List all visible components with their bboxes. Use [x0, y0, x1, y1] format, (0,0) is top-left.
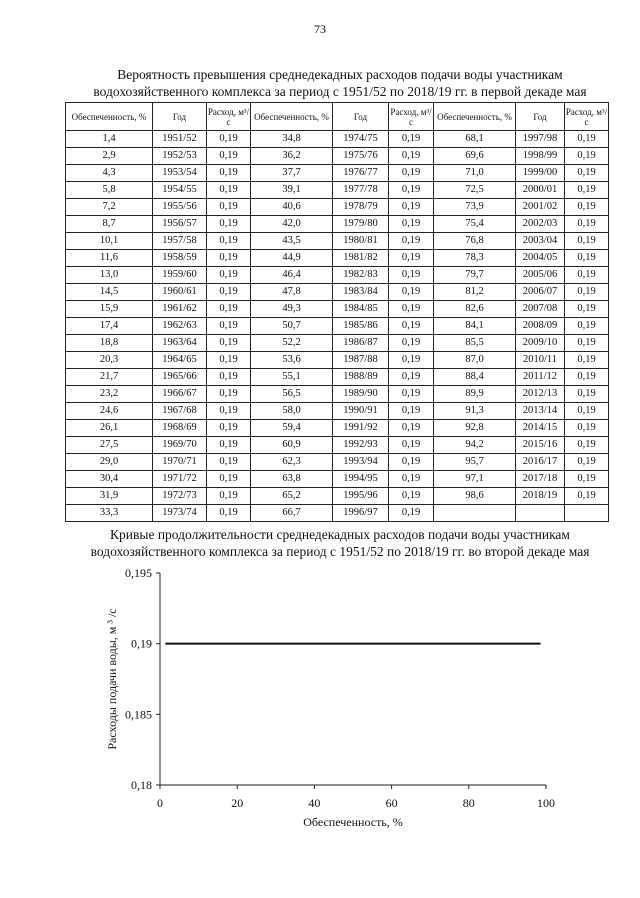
table-cell: 0,19	[207, 505, 251, 522]
y-tick-label: 0,19	[131, 636, 152, 651]
table-header-cell: Расход, м³/с	[389, 103, 434, 131]
table-cell: 2013/14	[516, 403, 565, 420]
table-cell: 76,8	[434, 233, 516, 250]
table-cell: 2018/19	[516, 488, 565, 505]
table-cell: 63,8	[251, 471, 333, 488]
table-cell: 79,7	[434, 267, 516, 284]
table-cell: 29,0	[66, 454, 153, 471]
x-tick-label: 0	[157, 796, 163, 810]
table-cell: 0,19	[207, 386, 251, 403]
x-tick-label: 60	[385, 796, 398, 810]
table-cell: 0,19	[389, 437, 434, 454]
table-header-cell: Обеспеченность, %	[251, 103, 333, 131]
table-cell: 1984/85	[333, 301, 389, 318]
table-cell: 43,5	[251, 233, 333, 250]
table-cell: 0,19	[389, 318, 434, 335]
table-cell: 0,19	[389, 335, 434, 352]
table-cell: 0,19	[207, 301, 251, 318]
table-cell: 0,19	[565, 250, 609, 267]
table-header-cell: Обеспеченность, %	[66, 103, 153, 131]
table-cell: 2002/03	[516, 216, 565, 233]
table-cell: 47,8	[251, 284, 333, 301]
chart-title-line-1: Кривые продолжительности среднедекадных расходов подачи воды участникам	[110, 527, 570, 542]
table-cell: 1971/72	[153, 471, 207, 488]
table-cell: 1960/61	[153, 284, 207, 301]
table-cell: 21,7	[66, 369, 153, 386]
table-cell: 94,2	[434, 437, 516, 454]
table-cell: 2016/17	[516, 454, 565, 471]
table-cell: 65,2	[251, 488, 333, 505]
table-cell: 10,1	[66, 233, 153, 250]
table-cell: 69,6	[434, 148, 516, 165]
table-cell: 1978/79	[333, 199, 389, 216]
x-tick-label: 100	[537, 796, 555, 810]
table-cell: 0,19	[207, 148, 251, 165]
table-cell: 18,8	[66, 335, 153, 352]
table-cell: 2017/18	[516, 471, 565, 488]
table-cell: 23,2	[66, 386, 153, 403]
x-axis-label: Обеспеченность, %	[303, 815, 403, 829]
table-cell: 0,19	[207, 403, 251, 420]
table-cell: 1990/91	[333, 403, 389, 420]
table-cell: 1983/84	[333, 284, 389, 301]
y-tick-label: 0,185	[125, 707, 152, 722]
table-cell: 0,19	[389, 471, 434, 488]
table-cell: 85,5	[434, 335, 516, 352]
table-cell: 0,19	[389, 420, 434, 437]
table-cell: 49,3	[251, 301, 333, 318]
table-cell: 44,9	[251, 250, 333, 267]
table-cell: 1987/88	[333, 352, 389, 369]
table-cell: 52,2	[251, 335, 333, 352]
table-cell: 0,19	[207, 233, 251, 250]
table-cell: 1957/58	[153, 233, 207, 250]
table-cell: 0,19	[207, 352, 251, 369]
x-tick-label: 80	[462, 796, 475, 810]
table-cell: 89,9	[434, 386, 516, 403]
table-cell: 1976/77	[333, 165, 389, 182]
table-cell: 1998/99	[516, 148, 565, 165]
table-cell: 50,7	[251, 318, 333, 335]
table-cell: 0,19	[207, 369, 251, 386]
table-cell: 55,1	[251, 369, 333, 386]
table-cell: 1973/74	[153, 505, 207, 522]
table-cell: 0,19	[389, 250, 434, 267]
x-tick-label: 20	[231, 796, 244, 810]
table-cell: 87,0	[434, 352, 516, 369]
table-cell: 2004/05	[516, 250, 565, 267]
table-cell: 2008/09	[516, 318, 565, 335]
table-cell: 1958/59	[153, 250, 207, 267]
table-cell: 0,19	[207, 335, 251, 352]
table-cell: 1953/54	[153, 165, 207, 182]
table-cell: 11,6	[66, 250, 153, 267]
table-cell: 0,19	[207, 318, 251, 335]
table-cell: 34,8	[251, 131, 333, 148]
table-cell: 82,6	[434, 301, 516, 318]
table-cell: 1959/60	[153, 267, 207, 284]
table-cell: 1968/69	[153, 420, 207, 437]
table-cell: 1969/70	[153, 437, 207, 454]
table-title-line-2: водохозяйственного комплекса за период с 1951/52 по 2018/19 гг. в первой декаде мая	[93, 84, 587, 99]
table-cell: 30,4	[66, 471, 153, 488]
table-cell: 42,0	[251, 216, 333, 233]
table-cell: 36,2	[251, 148, 333, 165]
table-header-cell: Год	[333, 103, 389, 131]
table-cell: 0,19	[389, 505, 434, 522]
table-cell: 91,3	[434, 403, 516, 420]
table-cell: 40,6	[251, 199, 333, 216]
table-cell: 95,7	[434, 454, 516, 471]
table-cell: 0,19	[389, 403, 434, 420]
table-cell: 68,1	[434, 131, 516, 148]
table-cell: 15,9	[66, 301, 153, 318]
table-cell: 58,0	[251, 403, 333, 420]
table-cell: 0,19	[389, 369, 434, 386]
table-cell: 1956/57	[153, 216, 207, 233]
table-cell: 1970/71	[153, 454, 207, 471]
table-cell: 1966/67	[153, 386, 207, 403]
table-cell: 0,19	[389, 199, 434, 216]
table-cell: 0,19	[389, 352, 434, 369]
table-cell: 0,19	[565, 165, 609, 182]
table-cell: 2005/06	[516, 267, 565, 284]
table-cell: 88,4	[434, 369, 516, 386]
table-cell: 1991/92	[333, 420, 389, 437]
table-cell: 0,19	[565, 182, 609, 199]
table-cell: 66,7	[251, 505, 333, 522]
table-cell: 2003/04	[516, 233, 565, 250]
table-cell: 2015/16	[516, 437, 565, 454]
chart-title-line-2: водохозяйственного комплекса за период с 1951/52 по 2018/19 гг. во второй декаде мая	[90, 544, 590, 559]
table-cell: 0,19	[389, 386, 434, 403]
table-cell: 1995/96	[333, 488, 389, 505]
table-cell: 1974/75	[333, 131, 389, 148]
table-cell: 92,8	[434, 420, 516, 437]
table-cell: 1996/97	[333, 505, 389, 522]
table-cell: 0,19	[207, 131, 251, 148]
table-cell: 98,6	[434, 488, 516, 505]
table-cell: 0,19	[565, 216, 609, 233]
table-cell: 46,4	[251, 267, 333, 284]
table-header-cell: Расход, м³/с	[207, 103, 251, 131]
table-cell: 0,19	[565, 233, 609, 250]
y-tick-label: 0,18	[131, 778, 152, 792]
table-cell: 60,9	[251, 437, 333, 454]
table-cell: 14,5	[66, 284, 153, 301]
table-cell: 0,19	[565, 352, 609, 369]
y-axis-label: Расходы подачи воды, м ³ /с	[105, 608, 119, 750]
table-cell: 1994/95	[333, 471, 389, 488]
table-cell: 0,19	[389, 216, 434, 233]
table-cell: 1,4	[66, 131, 153, 148]
table-cell: 2010/11	[516, 352, 565, 369]
table-cell: 2007/08	[516, 301, 565, 318]
table-cell: 2014/15	[516, 420, 565, 437]
table-cell: 31,9	[66, 488, 153, 505]
table-cell: 84,1	[434, 318, 516, 335]
table-cell: 24,6	[66, 403, 153, 420]
table-cell: 75,4	[434, 216, 516, 233]
table-cell: 0,19	[389, 267, 434, 284]
table-header-cell: Обеспеченность, %	[434, 103, 516, 131]
table-cell: 1965/66	[153, 369, 207, 386]
table-cell: 0,19	[565, 403, 609, 420]
table-cell: 0,19	[565, 284, 609, 301]
table-cell: 0,19	[389, 165, 434, 182]
table-cell: 2012/13	[516, 386, 565, 403]
table-cell: 1954/55	[153, 182, 207, 199]
table-cell: 0,19	[389, 301, 434, 318]
table-cell: 1980/81	[333, 233, 389, 250]
table-cell: 1979/80	[333, 216, 389, 233]
table-cell: 0,19	[207, 267, 251, 284]
table-cell: 0,19	[207, 216, 251, 233]
table-cell: 0,19	[389, 148, 434, 165]
table-cell: 4,3	[66, 165, 153, 182]
table-cell: 26,1	[66, 420, 153, 437]
table-cell: 1989/90	[333, 386, 389, 403]
table-cell: 0,19	[207, 471, 251, 488]
table-cell: 20,3	[66, 352, 153, 369]
table-cell: 2006/07	[516, 284, 565, 301]
page-number: 73	[314, 22, 326, 36]
table-cell: 78,3	[434, 250, 516, 267]
table-cell: 0,19	[207, 437, 251, 454]
table-cell: 0,19	[207, 284, 251, 301]
table-cell: 0,19	[565, 301, 609, 318]
table-cell: 1962/63	[153, 318, 207, 335]
table-header-cell: Год	[516, 103, 565, 131]
table-cell: 0,19	[565, 437, 609, 454]
table-cell: 1961/62	[153, 301, 207, 318]
y-tick-label: 0,195	[125, 566, 152, 580]
table-cell: 71,0	[434, 165, 516, 182]
table-cell: 1955/56	[153, 199, 207, 216]
table-cell: 2000/01	[516, 182, 565, 199]
table-cell: 2009/10	[516, 335, 565, 352]
table-cell: 0,19	[207, 420, 251, 437]
table-cell: 1986/87	[333, 335, 389, 352]
table-cell: 53,6	[251, 352, 333, 369]
table-cell: 2011/12	[516, 369, 565, 386]
table-cell: 1985/86	[333, 318, 389, 335]
table-cell: 0,19	[565, 386, 609, 403]
table-cell: 27,5	[66, 437, 153, 454]
table-cell: 1981/82	[333, 250, 389, 267]
table-cell: 0,19	[207, 250, 251, 267]
table-cell: 1963/64	[153, 335, 207, 352]
table-cell: 1997/98	[516, 131, 565, 148]
table-cell: 7,2	[66, 199, 153, 216]
table-cell: 1992/93	[333, 437, 389, 454]
table-cell: 0,19	[389, 284, 434, 301]
table-cell: 5,8	[66, 182, 153, 199]
table-cell: 1951/52	[153, 131, 207, 148]
table-cell: 59,4	[251, 420, 333, 437]
table-cell: 0,19	[565, 471, 609, 488]
table-cell: 1975/76	[333, 148, 389, 165]
table-cell: 2001/02	[516, 199, 565, 216]
table-cell: 13,0	[66, 267, 153, 284]
table-cell: 0,19	[207, 454, 251, 471]
table-cell: 0,19	[565, 488, 609, 505]
table-title-line-1: Вероятность превышения среднедекадных расходов подачи воды участникам	[117, 67, 563, 82]
table-cell: 1988/89	[333, 369, 389, 386]
table-cell: 8,7	[66, 216, 153, 233]
table-cell: 62,3	[251, 454, 333, 471]
table-cell: 1977/78	[333, 182, 389, 199]
table-cell: 0,19	[389, 488, 434, 505]
table-cell: 0,19	[207, 165, 251, 182]
table-cell: 0,19	[207, 182, 251, 199]
x-tick-label: 40	[308, 796, 321, 810]
table-cell: 0,19	[389, 454, 434, 471]
table-cell: 0,19	[565, 420, 609, 437]
table-cell: 0,19	[565, 267, 609, 284]
table-cell: 1952/53	[153, 148, 207, 165]
table-cell: 1993/94	[333, 454, 389, 471]
table-cell: 0,19	[207, 488, 251, 505]
table-cell: 17,4	[66, 318, 153, 335]
table-cell: 0,19	[565, 318, 609, 335]
table-cell: 0,19	[389, 131, 434, 148]
table-cell: 0,19	[565, 148, 609, 165]
table-cell: 0,19	[565, 131, 609, 148]
table-cell: 1967/68	[153, 403, 207, 420]
table-cell: 37,7	[251, 165, 333, 182]
table-cell: 0,19	[389, 233, 434, 250]
table-cell: 2,9	[66, 148, 153, 165]
table-cell: 1964/65	[153, 352, 207, 369]
table-cell: 1972/73	[153, 488, 207, 505]
table-cell: 0,19	[565, 454, 609, 471]
table-cell: 1999/00	[516, 165, 565, 182]
table-cell: 72,5	[434, 182, 516, 199]
table-header-cell: Расход, м³/с	[565, 103, 609, 131]
table-cell: 1982/83	[333, 267, 389, 284]
table-cell: 97,1	[434, 471, 516, 488]
table-header-cell: Год	[153, 103, 207, 131]
table-cell: 0,19	[565, 335, 609, 352]
table-cell: 81,2	[434, 284, 516, 301]
table-cell: 33,3	[66, 505, 153, 522]
table-cell: 73,9	[434, 199, 516, 216]
table-cell: 0,19	[565, 199, 609, 216]
table-cell: 0,19	[207, 199, 251, 216]
table-cell: 56,5	[251, 386, 333, 403]
table-cell: 0,19	[389, 182, 434, 199]
table-cell: 0,19	[565, 369, 609, 386]
table-cell: 39,1	[251, 182, 333, 199]
